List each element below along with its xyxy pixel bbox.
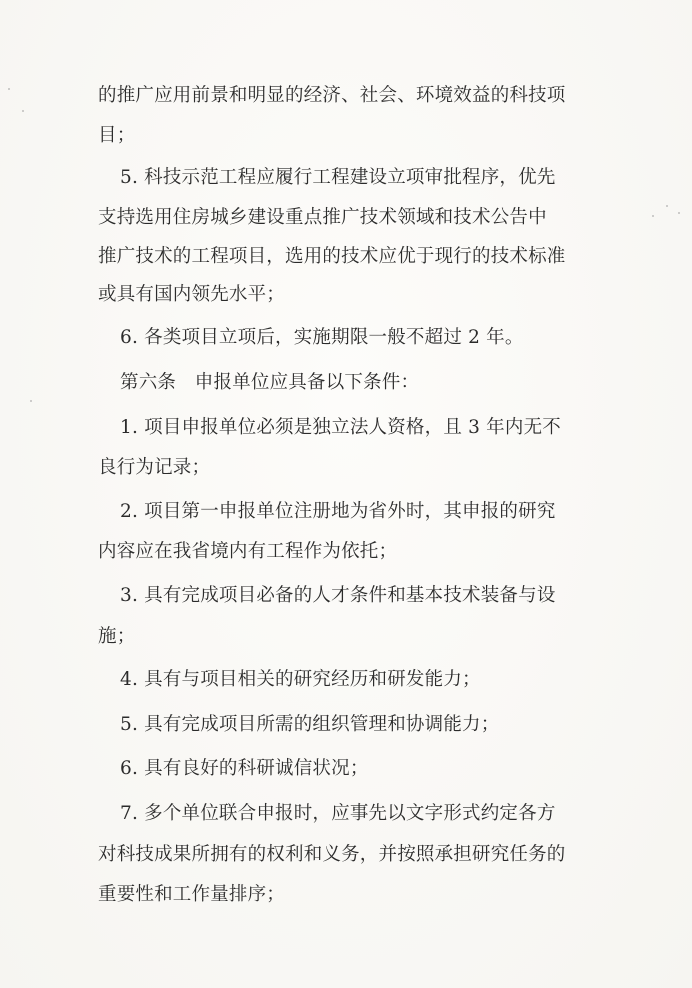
text-line: 5. 科技示范工程应履行工程建设立项审批程序，优先: [120, 167, 556, 188]
text-line: 施；: [98, 626, 136, 647]
scan-speck: [22, 110, 24, 112]
text-line: 对科技成果所拥有的权利和义务，并按照承担研究任务的: [98, 844, 566, 865]
text-line: 7. 多个单位联合申报时，应事先以文字形式约定各方: [120, 803, 556, 824]
text-line: 目；: [98, 125, 136, 146]
text-line: 支持选用住房城乡建设重点推广技术领域和技术公告中: [98, 207, 547, 228]
scan-speck: [678, 212, 680, 214]
scan-speck: [30, 400, 32, 402]
text-line: 3. 具有完成项目必备的人才条件和基本技术装备与设: [120, 585, 556, 606]
article-heading: 第六条 申报单位应具备以下条件：: [120, 372, 420, 393]
text-line: 推广技术的工程项目，选用的技术应优于现行的技术标准: [98, 246, 566, 267]
text-line: 重要性和工作量排序；: [98, 884, 286, 905]
text-line: 或具有国内领先水平；: [98, 284, 286, 305]
text-line: 内容应在我省境内有工程作为依托；: [98, 541, 398, 562]
text-line: 4. 具有与项目相关的研究经历和研发能力；: [120, 669, 481, 690]
text-line: 1. 项目申报单位必须是独立法人资格，且 3 年内无不: [120, 417, 561, 438]
text-line: 的推广应用前景和明显的经济、社会、环境效益的科技项: [98, 85, 566, 106]
scan-speck: [666, 205, 668, 207]
scan-speck: [8, 88, 10, 90]
scan-speck: [652, 215, 654, 217]
text-line: 6. 具有良好的科研诚信状况；: [120, 758, 369, 779]
text-line: 良行为记录；: [98, 457, 211, 478]
text-line: 6. 各类项目立项后，实施期限一般不超过 2 年。: [120, 327, 524, 348]
text-line: 2. 项目第一申报单位注册地为省外时，其申报的研究: [120, 501, 556, 522]
text-line: 5. 具有完成项目所需的组织管理和协调能力；: [120, 714, 500, 735]
